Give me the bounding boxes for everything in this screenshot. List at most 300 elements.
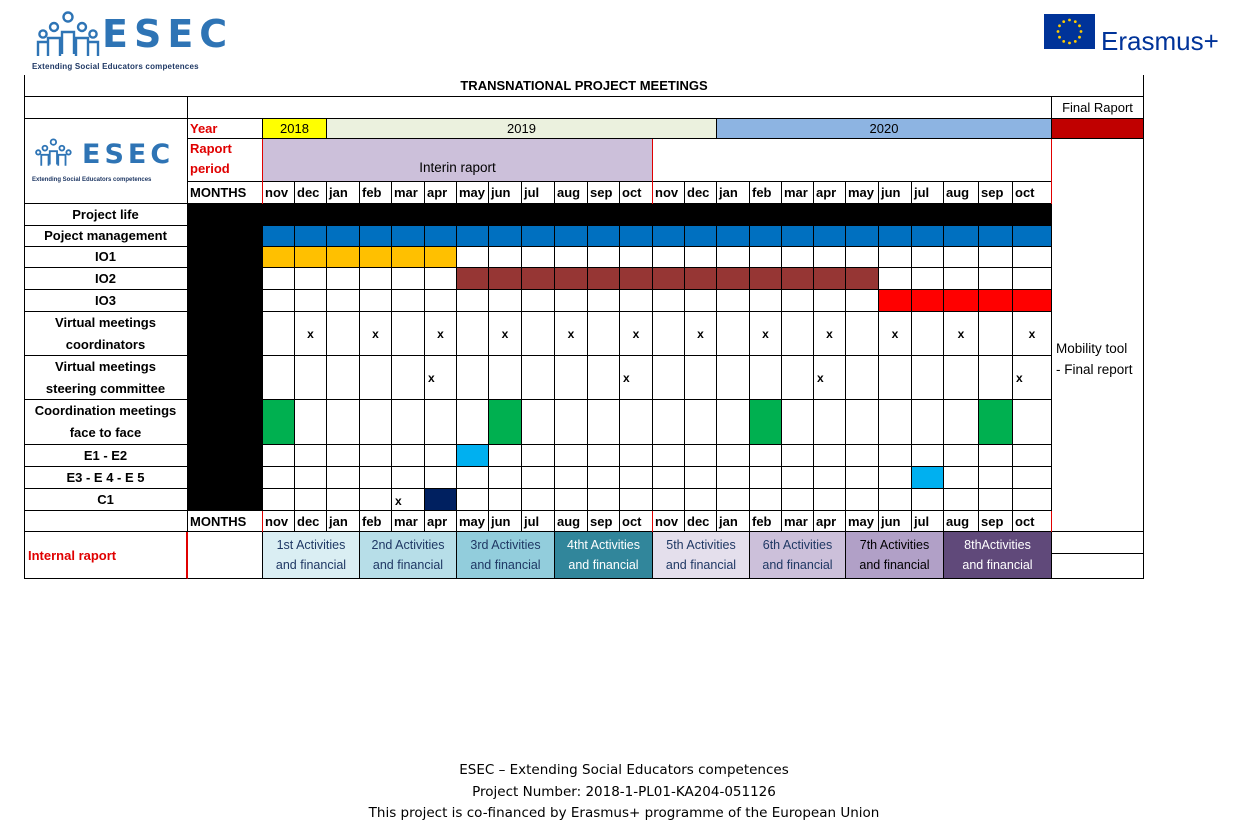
cell-5-apr-2019: x (425, 312, 457, 356)
raport-period-label-line-1: Raport (190, 141, 232, 156)
year-2019: 2019 (327, 119, 717, 139)
cell-4-mar-2019 (392, 290, 425, 312)
month-header-apr-2020: apr (814, 182, 846, 204)
cell-3-mar-2020 (782, 268, 814, 290)
cell-0-dec-2018 (295, 204, 327, 226)
internal-report-6 (750, 532, 846, 579)
cell-9-nov-2019 (653, 467, 685, 489)
footer-line-cofinanced: This project is co-financed by Erasmus+ programme of the European Union (368, 805, 880, 821)
project-meetings-table (24, 75, 1144, 579)
row-label-4 (24, 290, 188, 312)
cell-0-may-2020 (846, 204, 879, 226)
cell-9-dec-2018 (295, 467, 327, 489)
table-title: TRANSNATIONAL PROJECT MEETINGS (24, 75, 1144, 97)
cell-8-feb-2019 (360, 445, 392, 467)
cell-6-jun-2019 (489, 356, 522, 400)
cell-7-may-2019 (457, 400, 489, 445)
cell-6-mar-2019 (392, 356, 425, 400)
month-footer-mar-2019: mar (392, 511, 425, 532)
cell-5-aug-2019: x (555, 312, 588, 356)
cell-10-may-2020 (846, 489, 879, 511)
cell-4-dec-2019 (685, 290, 717, 312)
cell-9-jun-2019 (489, 467, 522, 489)
cell-4-nov-2019 (653, 290, 685, 312)
cell-5-feb-2019: x (360, 312, 392, 356)
cell-4-jun-2019 (489, 290, 522, 312)
cell-8-nov-2018 (263, 445, 295, 467)
cell-10-jun-2019 (489, 489, 522, 511)
cell-2-feb-2019 (360, 247, 392, 268)
month-header-jan-2020: jan (717, 182, 750, 204)
cell-5-jul-2019 (522, 312, 555, 356)
erasmus-logo (1044, 14, 1224, 54)
logo-tagline-small: Extending Social Educators competences (32, 177, 152, 183)
cell-7-jan-2020 (717, 400, 750, 445)
cell-0-mar-2019 (392, 204, 425, 226)
cell-7-aug-2019 (555, 400, 588, 445)
month-header-dec-2018: dec (295, 182, 327, 204)
cell-4-jan-2019 (327, 290, 360, 312)
cell-3-dec-2018 (295, 268, 327, 290)
cell-8-mar-2019 (392, 445, 425, 467)
cell-1-mar-2019 (392, 226, 425, 247)
cell-3-may-2019 (457, 268, 489, 290)
row-label-text: steering committee (45, 380, 166, 396)
footer-line-number: Project Number: 2018-1-PL01-KA204-051126 (472, 783, 776, 800)
row-label-text: E1 - E2 (83, 447, 128, 463)
row-label-10 (24, 489, 188, 511)
cell-1-dec-2018 (295, 226, 327, 247)
cell-5-feb-2020: x (750, 312, 782, 356)
cell-1-nov-2018 (263, 226, 295, 247)
cell-9-apr-2019 (425, 467, 457, 489)
cell-2-may-2020 (846, 247, 879, 268)
cell-0-jul-2020 (912, 204, 944, 226)
row-black-cell-10 (188, 489, 263, 511)
cell-10-jan-2020 (717, 489, 750, 511)
cell-5-may-2019 (457, 312, 489, 356)
cell-5-jun-2019: x (489, 312, 522, 356)
month-footer-mar-2020: mar (782, 511, 814, 532)
cell-6-feb-2020 (750, 356, 782, 400)
month-footer-jan-2020: jan (717, 511, 750, 532)
cell-3-mar-2019 (392, 268, 425, 290)
month-header-nov-2018: nov (263, 182, 295, 204)
erasmus-wordmark: Erasmus+ (1101, 26, 1219, 56)
row-label-text: IO1 (95, 249, 116, 264)
cell-0-feb-2020 (750, 204, 782, 226)
cell-9-feb-2020 (750, 467, 782, 489)
month-header-jul-2020: jul (912, 182, 944, 204)
blank-timeline-cell (188, 97, 1052, 119)
cell-10-jan-2019 (327, 489, 360, 511)
cell-1-sep-2019 (588, 226, 620, 247)
cell-9-apr-2020 (814, 467, 846, 489)
cell-5-jan-2020 (717, 312, 750, 356)
cell-1-oct-2020 (1013, 226, 1052, 247)
cell-1-jun-2019 (489, 226, 522, 247)
cell-0-jul-2019 (522, 204, 555, 226)
internal-raport-blank (188, 532, 263, 579)
cell-8-mar-2020 (782, 445, 814, 467)
cell-0-may-2019 (457, 204, 489, 226)
cell-9-mar-2020 (782, 467, 814, 489)
row-black-cell-7 (188, 400, 263, 445)
cell-5-nov-2018 (263, 312, 295, 356)
cell-0-jan-2020 (717, 204, 750, 226)
cell-1-dec-2019 (685, 226, 717, 247)
cell-10-aug-2019 (555, 489, 588, 511)
blank-label-cell (24, 97, 188, 119)
cell-0-dec-2019 (685, 204, 717, 226)
row-label-text: coordinators (65, 336, 146, 352)
cell-8-jan-2019 (327, 445, 360, 467)
cell-6-jun-2020 (879, 356, 912, 400)
row-label-text: IO3 (95, 292, 116, 308)
cell-8-oct-2019 (620, 445, 653, 467)
cell-0-aug-2019 (555, 204, 588, 226)
month-header-dec-2019: dec (685, 182, 717, 204)
cell-8-may-2020 (846, 445, 879, 467)
month-header-feb-2019: feb (360, 182, 392, 204)
cell-9-oct-2020 (1013, 467, 1052, 489)
cell-7-mar-2020 (782, 400, 814, 445)
cell-8-aug-2020 (944, 445, 979, 467)
cell-2-sep-2019 (588, 247, 620, 268)
internal-report-5 (653, 532, 750, 579)
period-empty (653, 139, 1052, 182)
cell-8-oct-2020 (1013, 445, 1052, 467)
month-header-may-2019: may (457, 182, 489, 204)
row-label-text: Project life (72, 206, 139, 222)
cell-6-nov-2018 (263, 356, 295, 400)
cell-10-may-2019 (457, 489, 489, 511)
row-black-cell-8 (188, 445, 263, 467)
cell-10-apr-2020 (814, 489, 846, 511)
esec-logo (30, 6, 234, 72)
cell-7-apr-2020 (814, 400, 846, 445)
cell-2-mar-2019 (392, 247, 425, 268)
cell-2-jan-2019 (327, 247, 360, 268)
row-black-cell-9 (188, 467, 263, 489)
people-icon-small (34, 137, 74, 169)
cell-10-feb-2020 (750, 489, 782, 511)
month-header-jul-2019: jul (522, 182, 555, 204)
row-label-2 (24, 247, 188, 268)
cell-10-nov-2018 (263, 489, 295, 511)
internal-report-2 (360, 532, 457, 579)
internal-report-text: 4tht Activities (567, 538, 640, 552)
cell-5-sep-2020 (979, 312, 1013, 356)
cell-6-jan-2020 (717, 356, 750, 400)
month-footer-aug-2019: aug (555, 511, 588, 532)
cell-7-apr-2019 (425, 400, 457, 445)
cell-7-nov-2018 (263, 400, 295, 445)
row-label-5 (24, 312, 188, 356)
cell-9-jun-2020 (879, 467, 912, 489)
cell-8-nov-2019 (653, 445, 685, 467)
month-footer-feb-2019: feb (360, 511, 392, 532)
cell-9-sep-2019 (588, 467, 620, 489)
cell-2-oct-2019 (620, 247, 653, 268)
cell-3-aug-2019 (555, 268, 588, 290)
cell-10-jul-2020 (912, 489, 944, 511)
cell-3-nov-2018 (263, 268, 295, 290)
month-header-sep-2019: sep (588, 182, 620, 204)
cell-6-nov-2019 (653, 356, 685, 400)
cell-8-feb-2020 (750, 445, 782, 467)
cell-6-may-2020 (846, 356, 879, 400)
row-black-cell-5 (188, 312, 263, 356)
cell-2-aug-2019 (555, 247, 588, 268)
cell-3-dec-2019 (685, 268, 717, 290)
row-label-7 (24, 400, 188, 445)
people-icon (36, 10, 102, 60)
cell-7-feb-2019 (360, 400, 392, 445)
logo-wordmark: ESEC (102, 12, 234, 56)
mobility-tool-line-2: - Final report (1056, 362, 1133, 377)
month-footer-may-2020: may (846, 511, 879, 532)
internal-raport-label: Internal raport (24, 532, 188, 579)
cell-6-mar-2020 (782, 356, 814, 400)
cell-3-oct-2020 (1013, 268, 1052, 290)
cell-8-apr-2019 (425, 445, 457, 467)
cell-6-aug-2019 (555, 356, 588, 400)
month-header-may-2020: may (846, 182, 879, 204)
logo-tagline: Extending Social Educators competences (32, 62, 199, 71)
month-header-sep-2020: sep (979, 182, 1013, 204)
cell-3-jun-2020 (879, 268, 912, 290)
interim-raport-bar: Interin raport (263, 139, 653, 182)
month-header-mar-2020: mar (782, 182, 814, 204)
raport-period-label-line-2: period (190, 161, 230, 176)
cell-9-may-2020 (846, 467, 879, 489)
cell-3-jan-2019 (327, 268, 360, 290)
month-footer-sep-2019: sep (588, 511, 620, 532)
cell-5-jun-2020: x (879, 312, 912, 356)
cell-4-may-2019 (457, 290, 489, 312)
cell-9-jan-2020 (717, 467, 750, 489)
cell-1-apr-2020 (814, 226, 846, 247)
row-label-text: Coordination meetings (34, 403, 177, 418)
page-footer (0, 760, 1243, 825)
cell-8-may-2019 (457, 445, 489, 467)
cell-7-jan-2019 (327, 400, 360, 445)
internal-report-text: 2nd Activities (371, 538, 445, 552)
cell-7-oct-2019 (620, 400, 653, 445)
cell-1-oct-2019 (620, 226, 653, 247)
cell-9-aug-2020 (944, 467, 979, 489)
row-black-cell-1 (188, 226, 263, 247)
cell-2-dec-2019 (685, 247, 717, 268)
cell-4-aug-2020 (944, 290, 979, 312)
cell-8-apr-2020 (814, 445, 846, 467)
cell-2-oct-2020 (1013, 247, 1052, 268)
cell-1-feb-2019 (360, 226, 392, 247)
month-header-jun-2020: jun (879, 182, 912, 204)
internal-report-1 (263, 532, 360, 579)
row-label-text: Poject management (44, 228, 167, 243)
internal-report-text: and financial (568, 558, 639, 572)
month-footer-jun-2019: jun (489, 511, 522, 532)
cell-7-jul-2020 (912, 400, 944, 445)
cell-6-jan-2019 (327, 356, 360, 400)
cell-9-jul-2019 (522, 467, 555, 489)
cell-5-dec-2019: x (685, 312, 717, 356)
internal-report-3 (457, 532, 555, 579)
cell-5-dec-2018: x (295, 312, 327, 356)
cell-3-feb-2020 (750, 268, 782, 290)
cell-9-dec-2019 (685, 467, 717, 489)
row-label-1 (24, 226, 188, 247)
cell-9-feb-2019 (360, 467, 392, 489)
row-label-text: Virtual meetings (55, 314, 156, 330)
cell-10-aug-2020 (944, 489, 979, 511)
final-raport-header: Final Raport (1052, 97, 1144, 119)
cell-6-oct-2020: x (1013, 356, 1052, 400)
cell-3-feb-2019 (360, 268, 392, 290)
month-footer-oct-2019: oct (620, 511, 653, 532)
row-label-3 (24, 268, 188, 290)
cell-9-oct-2019 (620, 467, 653, 489)
cell-2-jan-2020 (717, 247, 750, 268)
row-label-text: Virtual meetings (55, 358, 156, 374)
logo-wordmark-small: ESEC (82, 139, 175, 170)
cell-10-mar-2019: x (392, 489, 425, 511)
cell-5-apr-2020: x (814, 312, 846, 356)
cell-7-dec-2018 (295, 400, 327, 445)
cell-7-may-2020 (846, 400, 879, 445)
cell-3-aug-2020 (944, 268, 979, 290)
internal-report-text: and financial (762, 558, 833, 572)
raport-period-label (188, 139, 263, 182)
cell-1-jan-2019 (327, 226, 360, 247)
month-header-nov-2019: nov (653, 182, 685, 204)
cell-0-mar-2020 (782, 204, 814, 226)
cell-0-feb-2019 (360, 204, 392, 226)
cell-4-dec-2018 (295, 290, 327, 312)
month-footer-jul-2020: jul (912, 511, 944, 532)
month-footer-sep-2020: sep (979, 511, 1013, 532)
cell-1-jul-2020 (912, 226, 944, 247)
internal-report-text: 7th Activities (859, 538, 930, 552)
cell-0-jun-2019 (489, 204, 522, 226)
cell-5-jan-2019 (327, 312, 360, 356)
month-footer-nov-2018: nov (263, 511, 295, 532)
cell-2-dec-2018 (295, 247, 327, 268)
cell-0-oct-2019 (620, 204, 653, 226)
cell-9-nov-2018 (263, 467, 295, 489)
esec-logo-cell (24, 119, 188, 204)
cell-5-mar-2020 (782, 312, 814, 356)
months-bottom-left (24, 511, 188, 532)
internal-report-text: and financial (275, 558, 347, 572)
cell-6-may-2019 (457, 356, 489, 400)
internal-report-text: 3rd Activities (470, 538, 541, 552)
cell-6-feb-2019 (360, 356, 392, 400)
cell-0-oct-2020 (1013, 204, 1052, 226)
cell-0-nov-2019 (653, 204, 685, 226)
final-bottom-cell (1052, 511, 1144, 532)
cell-5-mar-2019 (392, 312, 425, 356)
cell-0-apr-2019 (425, 204, 457, 226)
cell-3-sep-2020 (979, 268, 1013, 290)
cell-7-feb-2020 (750, 400, 782, 445)
cell-8-jan-2020 (717, 445, 750, 467)
cell-3-jul-2019 (522, 268, 555, 290)
month-header-jan-2019: jan (327, 182, 360, 204)
cell-3-oct-2019 (620, 268, 653, 290)
cell-5-may-2020 (846, 312, 879, 356)
row-label-text: C1 (97, 491, 114, 507)
cell-2-jun-2019 (489, 247, 522, 268)
cell-0-jan-2019 (327, 204, 360, 226)
cell-4-jun-2020 (879, 290, 912, 312)
cell-1-aug-2020 (944, 226, 979, 247)
cell-10-oct-2020 (1013, 489, 1052, 511)
cell-3-sep-2019 (588, 268, 620, 290)
month-footer-dec-2018: dec (295, 511, 327, 532)
cell-3-nov-2019 (653, 268, 685, 290)
row-label-6 (24, 356, 188, 400)
cell-2-nov-2019 (653, 247, 685, 268)
cell-10-jul-2019 (522, 489, 555, 511)
month-footer-feb-2020: feb (750, 511, 782, 532)
cell-7-jul-2019 (522, 400, 555, 445)
row-label-0 (24, 204, 188, 226)
internal-report-text: and financial (859, 558, 930, 572)
cell-8-jul-2020 (912, 445, 944, 467)
internal-report-text: 5th Activities (666, 538, 736, 552)
cell-1-feb-2020 (750, 226, 782, 247)
cell-4-jul-2020 (912, 290, 944, 312)
cell-4-jul-2019 (522, 290, 555, 312)
row-label-9 (24, 467, 188, 489)
year-2018: 2018 (263, 119, 327, 139)
cell-10-sep-2020 (979, 489, 1013, 511)
cell-1-aug-2019 (555, 226, 588, 247)
cell-10-oct-2019 (620, 489, 653, 511)
cell-8-sep-2020 (979, 445, 1013, 467)
cell-5-oct-2020: x (1013, 312, 1052, 356)
cell-6-jul-2019 (522, 356, 555, 400)
cell-2-apr-2020 (814, 247, 846, 268)
cell-7-jun-2019 (489, 400, 522, 445)
cell-4-apr-2020 (814, 290, 846, 312)
cell-9-jan-2019 (327, 467, 360, 489)
eu-flag-icon (1044, 14, 1095, 49)
month-header-oct-2020: oct (1013, 182, 1052, 204)
month-header-label: MONTHS (188, 182, 263, 204)
mobility-tool-note (1056, 338, 1146, 380)
cell-5-aug-2020: x (944, 312, 979, 356)
month-header-oct-2019: oct (620, 182, 653, 204)
footer-line-project: ESEC – Extending Social Educators competences (459, 762, 789, 778)
row-label-8 (24, 445, 188, 467)
row-black-cell-4 (188, 290, 263, 312)
cell-7-mar-2019 (392, 400, 425, 445)
cell-7-jun-2020 (879, 400, 912, 445)
cell-8-dec-2019 (685, 445, 717, 467)
cell-4-mar-2020 (782, 290, 814, 312)
cell-2-sep-2020 (979, 247, 1013, 268)
cell-2-aug-2020 (944, 247, 979, 268)
month-footer-jun-2020: jun (879, 511, 912, 532)
year-2020: 2020 (717, 119, 1052, 139)
month-footer-nov-2019: nov (653, 511, 685, 532)
cell-10-sep-2019 (588, 489, 620, 511)
month-header-aug-2020: aug (944, 182, 979, 204)
